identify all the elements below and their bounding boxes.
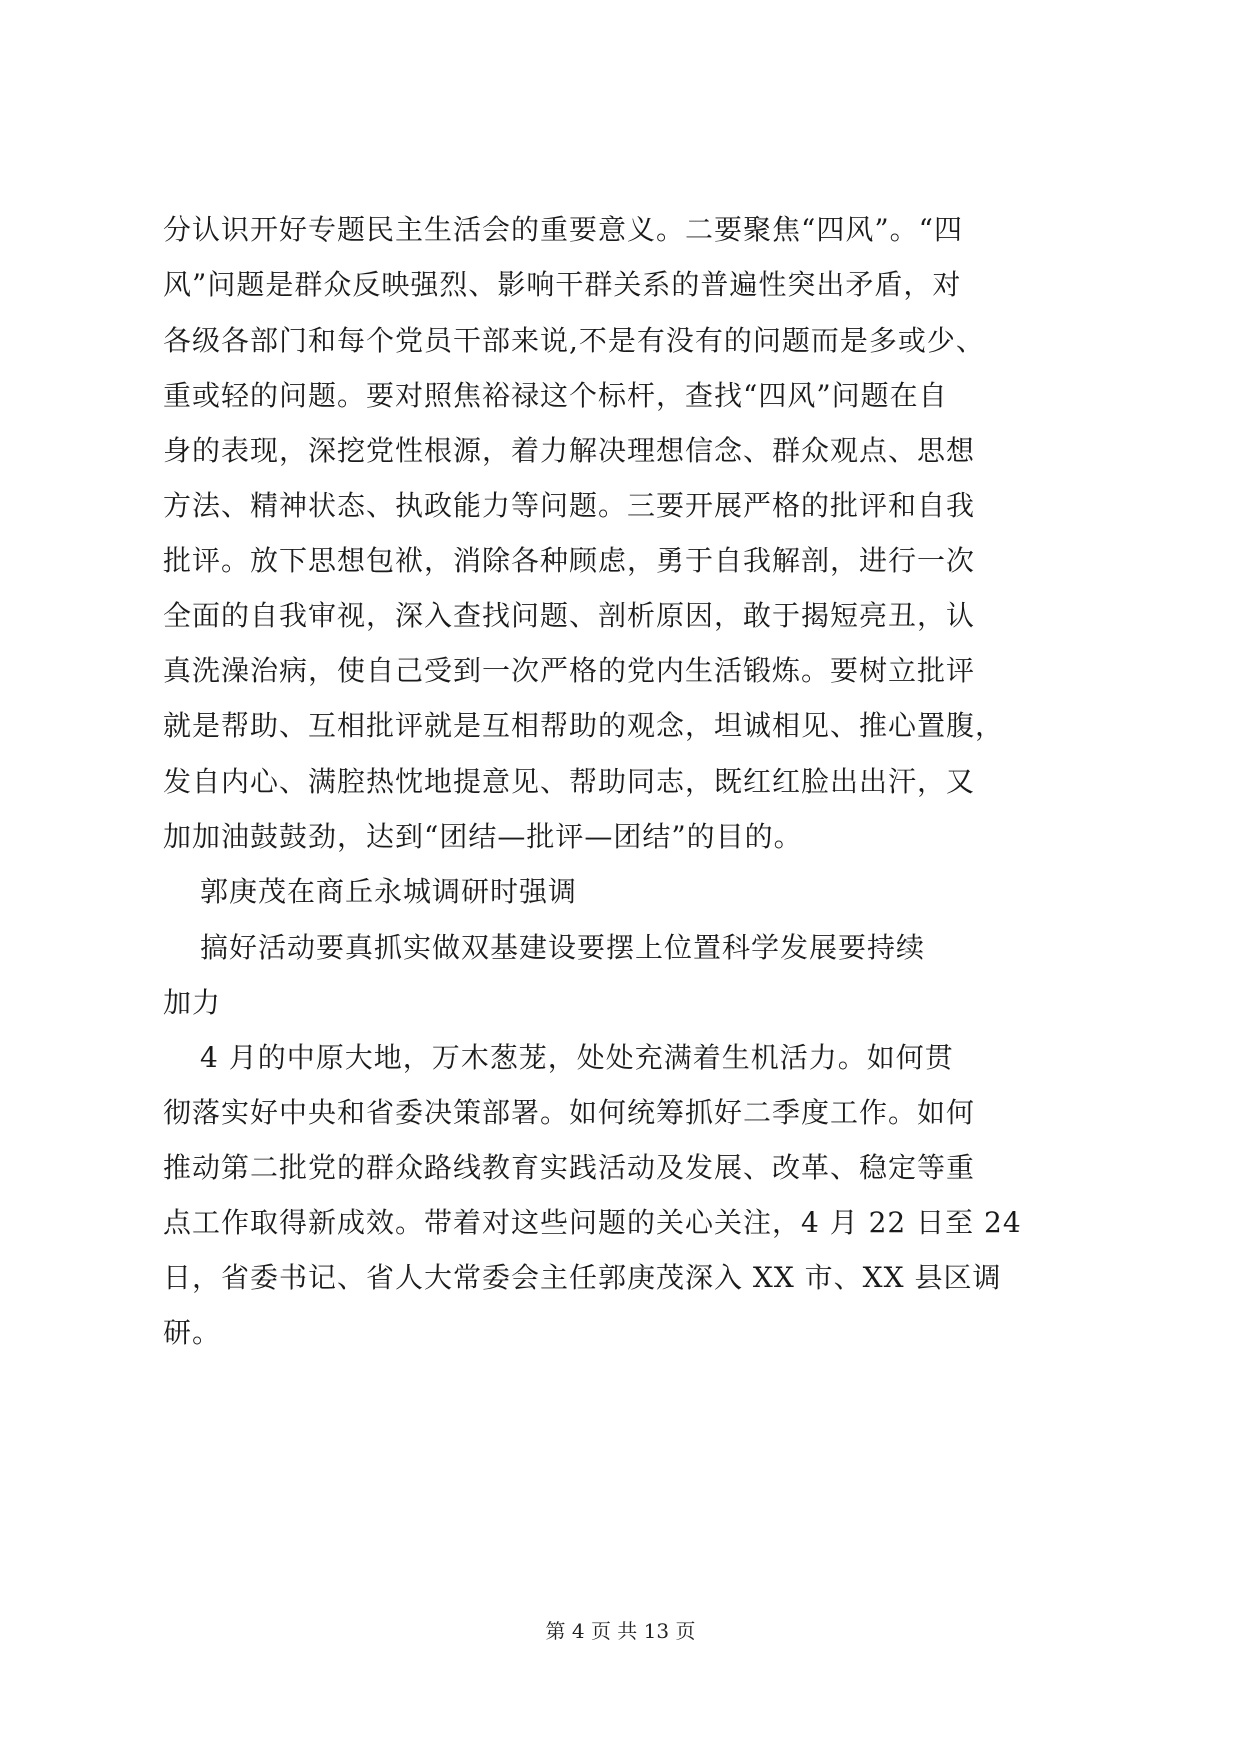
article-subheading-line: 加力	[163, 986, 222, 1019]
paragraph-line: 加加油鼓鼓劲，达到“团结—批评—团结”的目的。	[163, 820, 803, 853]
paragraph-line: 推动第二批党的群众路线教育实践活动及发展、改革、稳定等重	[163, 1151, 976, 1184]
paragraph-line: 分认识开好专题民主生活会的重要意义。二要聚焦“四风”。“四	[163, 213, 963, 246]
paragraph-line: 身的表现，深挖党性根源，着力解决理想信念、群众观点、思想	[163, 434, 976, 467]
paragraph-line: 批评。放下思想包袱，消除各种顾虑，勇于自我解剖，进行一次	[163, 544, 976, 577]
paragraph-line: 彻落实好中央和省委决策部署。如何统筹抓好二季度工作。如何	[163, 1096, 976, 1129]
paragraph-line: 4 月的中原大地，万木葱茏，处处充满着生机活力。如何贯	[200, 1041, 954, 1074]
paragraph-line: 点工作取得新成效。带着对这些问题的关心关注，4 月 22 日至 24	[163, 1206, 1022, 1239]
paragraph-line: 全面的自我审视，深入查找问题、剖析原因，敢于揭短亮丑，认	[163, 599, 976, 632]
paragraph-line: 研。	[163, 1316, 222, 1349]
paragraph-line: 发自内心、满腔热忱地提意见、帮助同志，既红红脸出出汗，又	[163, 765, 976, 798]
paragraph-line: 各级各部门和每个党员干部来说,不是有没有的问题而是多或少、	[163, 324, 985, 357]
article-subheading-line: 搞好活动要真抓实做双基建设要摆上位置科学发展要持续	[200, 931, 926, 964]
paragraph-line: 日，省委书记、省人大常委会主任郭庚茂深入 XX 市、XX 县区调	[163, 1261, 1002, 1294]
paragraph-line: 重或轻的问题。要对照焦裕禄这个标杆，查找“四风”问题在自	[163, 379, 948, 412]
page-number-footer: 第 4 页 共 13 页	[545, 1619, 696, 1643]
article-heading: 郭庚茂在商丘永城调研时强调	[200, 875, 578, 908]
paragraph-line: 风”问题是群众反映强烈、影响干群关系的普遍性突出矛盾，对	[163, 268, 962, 301]
paragraph-line: 方法、精神状态、执政能力等问题。三要开展严格的批评和自我	[163, 489, 976, 522]
paragraph-line: 真洗澡治病，使自己受到一次严格的党内生活锻炼。要树立批评	[163, 654, 976, 687]
paragraph-line: 就是帮助、互相批评就是互相帮助的观念，坦诚相见、推心置腹，	[163, 709, 1005, 742]
